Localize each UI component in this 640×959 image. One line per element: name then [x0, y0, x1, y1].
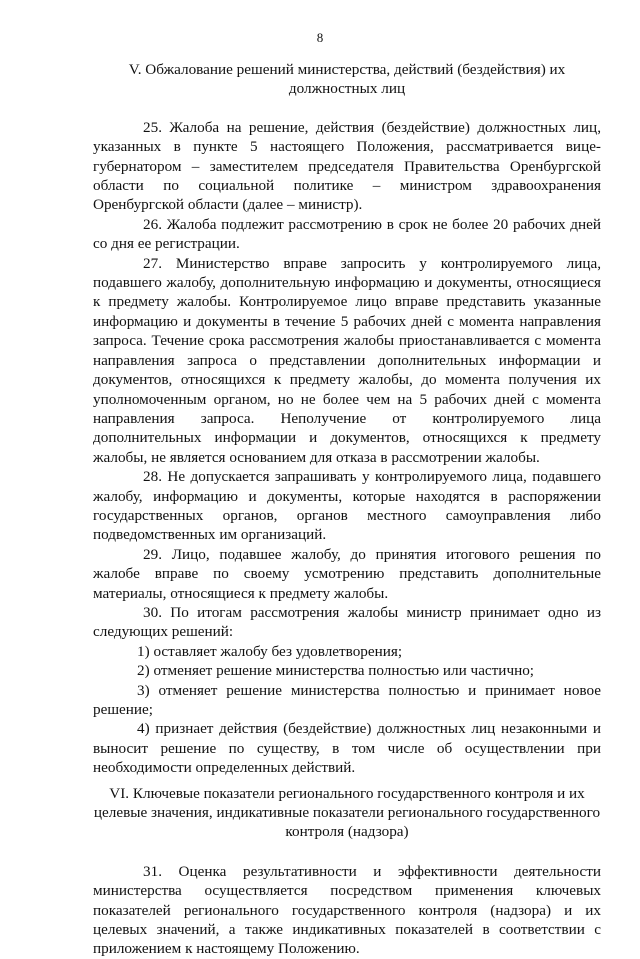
- section-6-heading: VI. Ключевые показатели регионального государственного контроля и их целевые значения, индикативные показатели регионального государственного контроля (надзора): [93, 784, 601, 841]
- paragraph-25: 25. Жалоба на решение, действия (бездействие) должностных лиц, указанных в пункте 5 настоящего Положения, рассматривается вице-губернатором – заместителем председателя Правительства Оренбургской области по социальной политике – министром здравоохранения Оренбургской области (далее – министр).: [93, 118, 601, 214]
- paragraph-29: 29. Лицо, подавшее жалобу, до принятия итогового решения по жалобе вправе по своему усмотрению представить дополнительные материалы, относящиеся к предмету жалобы.: [93, 545, 601, 602]
- paragraph-27: 27. Министерство вправе запросить у контролируемого лица, подавшего жалобу, дополнительную информацию и документы, относящиеся к предмету жалобы. Контролируемое лицо вправе представить указанные информацию и документы в течение 5 рабочих дней с момента направления запроса. Течение срока рассмотрения жалобы приостанавливается с момента направления запроса о представлении дополнительных информации и документов, относящихся к предмету жалобы, до момента получения их уполномоченным органом, но не более чем на 5 рабочих дней с момента направления запроса. Неполучение от контролируемого лица дополнительных информации и документов, относящихся к предмету жалобы, не является основанием для отказа в рассмотрении жалобы.: [93, 254, 601, 466]
- paragraph-30: 30. По итогам рассмотрения жалобы министр принимает одно из следующих решений:: [93, 603, 601, 641]
- page-number: 8: [316, 30, 324, 45]
- decision-item-4: 4) признает действия (бездействие) должностных лиц незаконными и выносит решение по существу, в том числе об осуществлении при необходимости определенных действий.: [93, 720, 601, 777]
- section-5-heading: V. Обжалование решений министерства, действий (бездействия) их должностных лиц: [128, 61, 566, 98]
- document-body: [93, 60, 601, 959]
- paragraph-26: 26. Жалоба подлежит рассмотрению в срок не более 20 рабочих дней со дня ее регистрации.: [93, 215, 601, 253]
- decision-item-3: 3) отменяет решение министерства полностью и принимает новое решение;: [93, 681, 601, 718]
- decision-item-1: 1) оставляет жалобу без удовлетворения;: [137, 642, 403, 660]
- paragraph-28: 28. Не допускается запрашивать у контролируемого лица, подавшего жалобу, информацию и документы, которые находятся в распоряжении государственных органов, органов местного самоуправления либо подведомственных им организаций.: [93, 468, 601, 544]
- paragraph-31: 31. Оценка результативности и эффективности деятельности министерства осуществляется посредством применения ключевых показателей регионального государственного контроля (надзора) и их целевых значений, а также индикативных показателей в соответствии с приложением к настоящему Положению.: [93, 862, 601, 958]
- decision-item-2: 2) отменяет решение министерства полностью или частично;: [137, 662, 535, 680]
